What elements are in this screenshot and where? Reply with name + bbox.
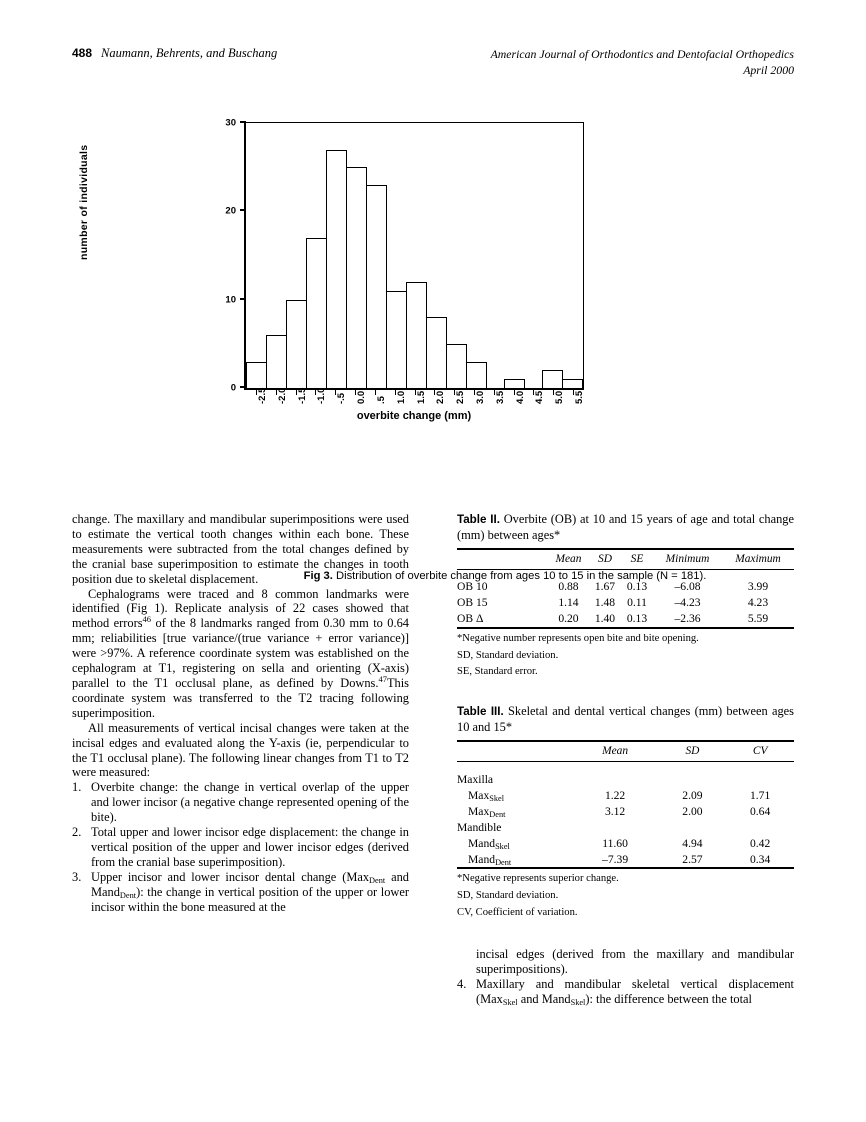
list-item bbox=[457, 977, 794, 1007]
rule-cell bbox=[457, 569, 548, 579]
table-2-r1-c0: OB 15 bbox=[457, 596, 488, 610]
table-3-cell-cv bbox=[726, 771, 794, 787]
table-3-grid bbox=[457, 740, 794, 869]
table-2-grid bbox=[457, 548, 794, 629]
table-3-cell-cv: 1.71 bbox=[749, 788, 771, 802]
list-item bbox=[72, 870, 409, 915]
running-head-authors: Naumann, Behrents, and Buschang bbox=[101, 46, 278, 60]
x-axis-tick bbox=[454, 388, 467, 404]
table-3-row-label: Mand$_{Dent}$ bbox=[457, 851, 572, 868]
histogram-bar bbox=[346, 167, 368, 388]
histogram-bar bbox=[562, 379, 584, 388]
list-item-text: Total upper and lower incisor edge displacement: the change in vertical position of the upper and lower incisor edges (derived from the cranial base superimposition). bbox=[91, 825, 409, 869]
table-2-rule-row bbox=[457, 569, 794, 579]
table-3-label: Table III. bbox=[457, 705, 504, 719]
table-2-r2-c3: 0.13 bbox=[621, 611, 653, 628]
rule-cell bbox=[589, 569, 621, 579]
x-axis-tick-label: 2.5 bbox=[455, 390, 467, 404]
rule-cell bbox=[548, 569, 589, 579]
x-axis-tick-label: 3.0 bbox=[474, 390, 486, 404]
x-axis-tick bbox=[276, 387, 288, 404]
paragraph-2-c: This coordinate system was transferred to the T2 tracing following superimposition. bbox=[72, 675, 409, 720]
x-axis-tick-label: 2.0 bbox=[435, 390, 447, 404]
table-3-body bbox=[457, 762, 794, 869]
table-2-col-4: Minimum bbox=[653, 549, 722, 570]
table-row bbox=[457, 595, 794, 611]
table-3-cell-sd: 4.94 bbox=[682, 836, 703, 850]
table-2-r0-c5: 3.99 bbox=[747, 580, 769, 594]
table-2-r2-c4: –2.36 bbox=[653, 611, 722, 628]
table-3-note-2: CV, Coefficient of variation. bbox=[457, 906, 578, 918]
plot-area bbox=[225, 117, 586, 404]
bar-series bbox=[246, 123, 583, 388]
x-axis-tick-label: 4.0 bbox=[514, 390, 526, 404]
table-2-r1-c1: 1.14 bbox=[558, 596, 579, 610]
running-head bbox=[72, 46, 794, 82]
list-item bbox=[72, 825, 409, 870]
histogram-bar bbox=[266, 335, 288, 388]
table-2-r0-c2: 1.67 bbox=[594, 580, 616, 594]
x-axis-tick-label: -1.0 bbox=[316, 387, 328, 404]
x-axis-tick bbox=[315, 387, 328, 404]
table-3-cell-cv bbox=[726, 819, 794, 835]
x-axis-tick-label: -1.5 bbox=[296, 387, 308, 404]
x-axis-tick bbox=[434, 388, 447, 404]
table-2-col-3: SE bbox=[621, 549, 653, 570]
y-axis-tick-label: 0 bbox=[230, 382, 236, 394]
rule-cell bbox=[457, 762, 572, 772]
x-axis-tick bbox=[474, 388, 486, 404]
reference-46: 46 bbox=[142, 614, 152, 625]
table-3-cell-sd: 2.09 bbox=[682, 788, 703, 802]
table-row bbox=[457, 819, 794, 835]
table-row bbox=[457, 835, 794, 851]
table-3-col-2: SD bbox=[659, 741, 727, 762]
running-head-left bbox=[72, 46, 277, 61]
table-3-cell-mean: 11.60 bbox=[602, 836, 628, 850]
x-axis-tick-label: -2.5 bbox=[256, 387, 268, 404]
table-row bbox=[457, 787, 794, 803]
subscript-dent: Dent bbox=[119, 890, 137, 900]
list-item-number: 4. bbox=[457, 977, 467, 992]
left-column bbox=[72, 512, 409, 914]
histogram-bar bbox=[246, 362, 268, 389]
x-axis-tick bbox=[395, 388, 407, 404]
table-3-cell-cv: 0.42 bbox=[749, 836, 771, 850]
y-axis-tick-label: 30 bbox=[225, 117, 236, 129]
x-axis-tick-label: 1.5 bbox=[415, 390, 427, 404]
histogram-bar bbox=[326, 150, 348, 389]
y-axis-tick-label: 20 bbox=[225, 205, 236, 217]
x-axis-tick bbox=[573, 388, 586, 404]
x-axis-tick-label: 5.5 bbox=[574, 390, 586, 404]
subscript-dent: Dent bbox=[369, 875, 386, 885]
table-2-note-1: SD, Standard deviation. bbox=[457, 649, 559, 661]
table-3-cell-cv: 0.64 bbox=[749, 804, 771, 818]
list-item-text-c: ): the difference between the total bbox=[585, 992, 752, 1007]
list-item-text-b: and Mand bbox=[517, 992, 571, 1007]
x-axis-tick-label: 3.5 bbox=[494, 390, 506, 404]
list-item bbox=[72, 780, 409, 825]
list-item-number: 2. bbox=[72, 825, 82, 840]
right-column bbox=[457, 512, 794, 1007]
subscript-skel: Skel bbox=[495, 841, 510, 851]
table-3-cell-sd: 2.00 bbox=[682, 804, 703, 818]
list-item-text: Overbite change: the change in vertical overlap of the upper and lower incisor (a negative change represented opening of the bite). bbox=[91, 780, 409, 825]
x-axis-tick bbox=[514, 388, 526, 404]
journal-name: American Journal of Orthodontics and Dentofacial Orthopedics bbox=[490, 47, 794, 61]
rule-cell bbox=[726, 762, 794, 772]
subscript-dent: Dent bbox=[489, 809, 506, 819]
list-item-number: 3. bbox=[72, 869, 82, 884]
x-axis-tick bbox=[553, 388, 566, 404]
table-3-row-label: Mandible bbox=[457, 820, 502, 834]
x-axis-tick bbox=[415, 388, 427, 404]
histogram-bar bbox=[286, 300, 308, 388]
table-3-cell-mean: 1.22 bbox=[604, 788, 626, 802]
table-3-cell-sd bbox=[659, 771, 727, 787]
table-3-header-row bbox=[457, 741, 794, 762]
table-row bbox=[457, 771, 794, 787]
measurement-list-continued bbox=[457, 977, 794, 1007]
table-2-r1-c5: 4.23 bbox=[747, 596, 769, 610]
table-row bbox=[457, 579, 794, 595]
table-3-note-0: *Negative represents superior change. bbox=[457, 873, 619, 885]
x-axis-tick-label: -.5 bbox=[336, 392, 348, 404]
table-2-r0-c4: –6.08 bbox=[674, 580, 701, 594]
reference-47: 47 bbox=[378, 673, 387, 684]
table-2-col-1: Mean bbox=[548, 549, 589, 570]
table-2-r0-c0: OB 10 bbox=[457, 580, 488, 594]
rule-cell bbox=[621, 569, 653, 579]
figure-caption-text: Distribution of overbite change from ages 10 to 15 in the sample (N = 181). bbox=[336, 570, 707, 582]
continued-paragraph: incisal edges (derived from the maxillary and mandibular superimpositions). bbox=[476, 947, 794, 977]
table-3-cell-sd: 2.57 bbox=[659, 851, 727, 868]
histogram-bar bbox=[366, 185, 388, 388]
subscript-skel: Skel bbox=[570, 998, 586, 1008]
table-2-note-0: *Negative number represents open bite and bite opening. bbox=[457, 632, 699, 644]
table-3-cell-mean: 3.12 bbox=[604, 804, 626, 818]
x-axis-tick bbox=[256, 387, 268, 404]
table-2-col-0 bbox=[457, 549, 548, 570]
list-item-text-c: ): the change in vertical position of the upper or lower incisor within the bone measured at the bbox=[91, 884, 409, 914]
histogram-bar bbox=[446, 344, 468, 388]
table-2-r1-c4: –4.23 bbox=[674, 596, 701, 610]
x-axis-tick bbox=[355, 388, 368, 404]
table-3-cell-mean bbox=[572, 771, 659, 787]
table-3-cell-mean bbox=[572, 819, 659, 835]
histogram-bar bbox=[406, 282, 428, 388]
table-2 bbox=[457, 512, 794, 679]
table-3-row-label: Max$_{Dent}$ bbox=[468, 804, 506, 819]
histogram-bar bbox=[386, 291, 408, 388]
table-2-r2-c0: OB Δ bbox=[457, 611, 548, 628]
table-3-cell-cv: 0.34 bbox=[726, 851, 794, 868]
y-axis-tick bbox=[225, 294, 246, 306]
histogram-chart bbox=[72, 110, 794, 440]
x-axis-title: overbite change (mm) bbox=[356, 410, 472, 422]
figure-caption-label: Fig 3. bbox=[303, 570, 333, 582]
paragraph-2-a: Cephalograms were traced and 8 common landmarks were identified (Fig 1). Replicate analysis of 22 cases showed that method errors bbox=[72, 586, 409, 631]
right-column-continued-text bbox=[457, 947, 794, 1007]
table-2-label: Table II. bbox=[457, 513, 500, 526]
y-axis-tick bbox=[230, 382, 246, 394]
measurement-list bbox=[72, 780, 409, 914]
table-3 bbox=[457, 704, 794, 919]
table-2-col-5: Maximum bbox=[722, 549, 794, 570]
table-2-r2-c1: 0.20 bbox=[548, 611, 589, 628]
table-2-col-2: SD bbox=[589, 549, 621, 570]
table-2-header-row bbox=[457, 549, 794, 570]
list-item-number: 1. bbox=[72, 780, 82, 795]
list-item-text-a: Maxillary and mandibular skeletal vertical displacement (Max bbox=[476, 977, 794, 1007]
table-2-title bbox=[457, 512, 794, 543]
x-axis-tick bbox=[494, 388, 506, 404]
subscript-skel: Skel bbox=[502, 998, 518, 1008]
x-axis-tick-label: 0.0 bbox=[356, 390, 368, 404]
histogram-bar bbox=[306, 238, 328, 388]
table-3-col-1: Mean bbox=[572, 741, 659, 762]
table-2-r0-c3: 0.13 bbox=[626, 580, 648, 594]
rule-cell bbox=[722, 569, 794, 579]
y-axis-title: number of individuals bbox=[78, 144, 90, 260]
table-3-col-3: CV bbox=[726, 741, 794, 762]
x-axis-tick bbox=[335, 388, 348, 404]
y-axis-tick bbox=[225, 205, 246, 217]
table-3-row-label: Mand$_{Skel}$ bbox=[468, 836, 510, 851]
rule-cell bbox=[659, 762, 727, 772]
table-3-col-0 bbox=[457, 741, 572, 762]
x-axis-tick bbox=[375, 388, 387, 404]
table-row bbox=[457, 803, 794, 819]
x-axis-tick-label: -2.0 bbox=[276, 387, 288, 404]
rule-cell bbox=[653, 569, 722, 579]
paragraph-3: All measurements of vertical incisal changes were taken at the incisal edges and evaluated along the Y-axis (ie, perpendicular to the T1 occlusal plane). The following linear changes from T1 to T2 were measured: bbox=[72, 720, 409, 780]
journal-issue: April 2000 bbox=[743, 63, 794, 77]
table-2-r1-c3: 0.11 bbox=[627, 596, 647, 610]
list-item-text-a: Upper incisor and lower incisor dental change (Max bbox=[91, 869, 370, 884]
paragraph-2 bbox=[72, 587, 409, 721]
histogram-bar bbox=[426, 317, 448, 388]
table-2-title-text: Overbite (OB) at 10 and 15 years of age and total change (mm) between ages* bbox=[457, 512, 794, 542]
table-2-r2-c2: 1.40 bbox=[589, 611, 621, 628]
table-3-row-label: Max$_{Skel}$ bbox=[468, 788, 505, 803]
y-axis-tick-label: 10 bbox=[225, 294, 236, 306]
histogram-bar bbox=[466, 362, 488, 389]
table-row bbox=[457, 851, 794, 868]
x-axis-tick bbox=[533, 388, 546, 404]
x-axis-tick-label: 4.5 bbox=[534, 390, 546, 404]
table-3-note-1: SD, Standard deviation. bbox=[457, 889, 559, 901]
table-3-row-label: Maxilla bbox=[457, 772, 494, 786]
running-head-right bbox=[491, 46, 794, 78]
table-3-title-text: Skeletal and dental vertical changes (mm) between ages 10 and 15* bbox=[457, 704, 794, 735]
table-2-r0-c1: 0.88 bbox=[558, 580, 579, 594]
table-3-title bbox=[457, 704, 794, 735]
subscript-dent: Dent bbox=[495, 857, 512, 867]
paragraph-1: change. The maxillary and mandibular superimpositions were used to estimate the vertical tooth changes within each bone. These measurements were subtracted from the total changes defined by the cranial base superimposition to estimate the changes in tooth position due to skeletal displacement. bbox=[72, 512, 409, 586]
page-folio: 488 bbox=[72, 46, 93, 60]
paragraph-2-b: of the 8 landmarks ranged from 0.30 mm to 0.64 mm; reliabilities [true variance/(true variance + error variance)] were >97%. A reference coordinate system was established on the cephalogram at T1, registering on sella and orienting (X-axis) parallel to the T1 occlusal plane, as defined by Downs. bbox=[72, 616, 409, 690]
subscript-skel: Skel bbox=[489, 793, 505, 803]
table-2-note-2: SE, Standard error. bbox=[457, 666, 538, 678]
histogram-bar bbox=[504, 379, 526, 388]
x-axis-tick-label: 1.0 bbox=[395, 390, 407, 404]
x-axis-tick bbox=[296, 387, 308, 404]
histogram-bar bbox=[542, 370, 564, 388]
table-3-cell-mean: –7.39 bbox=[572, 851, 659, 868]
list-item-text-b: and Mand bbox=[91, 869, 409, 899]
table-3-rule-row bbox=[457, 762, 794, 772]
x-axis-tick-label: .5 bbox=[375, 396, 387, 404]
table-row bbox=[457, 611, 794, 628]
rule-cell bbox=[572, 762, 659, 772]
table-3-cell-sd bbox=[659, 819, 727, 835]
x-axis-tick-label: 5.0 bbox=[554, 390, 566, 404]
table-2-r1-c2: 1.48 bbox=[594, 596, 616, 610]
y-axis-tick bbox=[225, 117, 246, 129]
table-2-r2-c5: 5.59 bbox=[722, 611, 794, 628]
